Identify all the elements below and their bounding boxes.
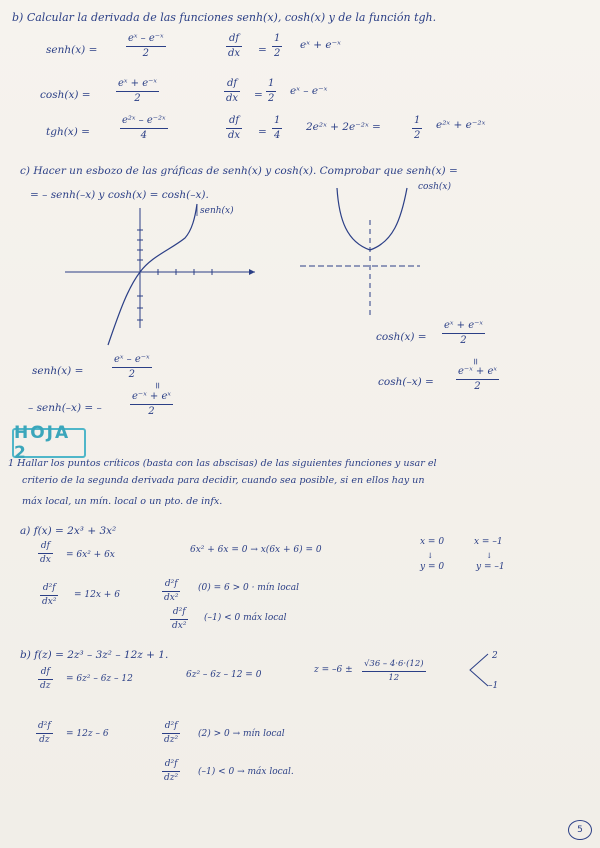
part-a-solution-x1: x = 0 [420,537,445,547]
senh-equality-mark: = [151,381,162,390]
part-a-check-2: (–1) < 0 máx local [204,613,287,623]
page-number: 5 [568,820,592,840]
cosh-neg-check-fraction [456,367,499,392]
cosh-check-lhs: cosh(x) = [376,331,427,343]
cosh-check-fraction [442,321,485,346]
tgh-derivative-end: e²ˣ + e⁻²ˣ [436,119,486,131]
fraction-denominator: 2 [148,406,155,417]
fraction-numerator: e⁻ˣ + eˣ [132,391,171,402]
part-b-check-2-d2f [162,760,180,783]
fraction-numerator: 1 [414,115,421,126]
part-b-root-2: –1 [488,681,499,691]
cosh-derivative-dfdx [224,79,240,104]
senh-neg-check-lhs: – senh(–x) = – [28,402,102,414]
tgh-derivative-dfdx [226,116,242,141]
senh-derivative-result: eˣ + e⁻ˣ [300,39,341,51]
part-b-second-derivative-d2f [36,722,53,745]
fraction-numerator: df [40,667,50,677]
fraction-numerator: df [228,33,240,44]
fraction-numerator: d²f [38,721,51,731]
cosh-neg-check-lhs: cosh(–x) = [378,376,434,388]
part-a-check-1: (0) = 6 > 0 · mín local [198,583,299,593]
section-c-heading-line-1: c) Hacer un esbozo de las gráficas de senh(x) y cosh(x). Comprobar que senh(x) = [20,165,458,177]
part-b-quadratic-fraction [362,660,426,682]
senh-derivative-dfdx [226,34,242,59]
senh-graph-label: senh(x) [200,206,234,216]
problem-1-line-2: criterio de la segunda derivada para decidir, cuando sea posible, si en ellos hay un [22,475,425,486]
part-a-first-derivative-dfdx [38,542,53,565]
part-b-check-1: (2) > 0 → mín local [198,729,285,739]
cosh-definition-lhs: cosh(x) = [40,89,91,101]
part-b-quadratic-lhs: z = –6 ± [314,665,353,675]
part-b-first-derivative: = 6z² – 6z – 12 [66,674,133,684]
fraction-denominator: 2 [134,93,141,104]
part-a-check-1-d2f [162,580,180,603]
fraction-numerator: 1 [274,33,281,44]
fraction-denominator: 2 [474,381,481,392]
equals-sign: = [258,44,267,56]
fraction-numerator: eˣ + e⁻ˣ [118,78,157,89]
section-b-heading: b) Calcular la derivada de las funciones senh(x), cosh(x) y de la función tgh. [12,11,437,24]
fraction-numerator: 1 [268,78,275,89]
fraction-numerator: 1 [274,115,281,126]
fraction-numerator: d²f [172,607,186,617]
equals-sign: = [258,126,267,138]
problem-1-line-1: 1 Hallar los puntos críticos (basta con las abscisas) de las siguientes funciones y usar el [8,458,437,469]
fraction-denominator: 2 [128,369,135,380]
fraction-numerator: e⁻ˣ + eˣ [458,366,497,377]
part-b-root-1: 2 [492,651,498,661]
problem-1-line-3: máx local, un mín. local o un pto. de infx. [22,496,223,507]
fraction-numerator: eˣ + e⁻ˣ [444,320,483,331]
fraction-numerator: eˣ – e⁻ˣ [114,354,150,365]
fraction-numerator: d²f [42,583,56,593]
fraction-numerator: d²f [164,759,178,769]
tgh-definition-fraction [120,116,168,141]
tgh-derivative-coefficient-2 [412,116,422,141]
fraction-numerator: df [228,115,240,126]
senh-check-fraction [112,355,152,380]
part-a-title: a) f(x) = 2x³ + 3x² [20,525,117,537]
part-a-solution-y1: y = 0 [420,562,445,572]
fraction-denominator: dx [228,130,241,141]
fraction-numerator: df [226,78,238,89]
tgh-definition-lhs: tgh(x) = [46,126,90,138]
section-c-heading-line-2: = – senh(–x) y cosh(x) = cosh(–x). [30,189,209,201]
part-a-arrow-down-2: ↓ [486,551,493,560]
tgh-derivative-middle: 2e²ˣ + 2e⁻²ˣ = [306,121,381,133]
part-b-second-derivative: = 12z – 6 [66,729,109,739]
fraction-denominator: 4 [140,130,147,141]
fraction-denominator: 12 [388,672,400,683]
fraction-denominator: 2 [268,93,275,104]
fraction-numerator: d²f [164,721,178,731]
tgh-derivative-coefficient [272,116,282,141]
fraction-denominator: 2 [274,48,281,59]
part-a-first-derivative: = 6x² + 6x [66,550,115,560]
sheet-title-hoja-2: HOJA 2 [12,428,86,458]
fraction-numerator: e²ˣ – e⁻²ˣ [122,115,166,126]
senh-graph [60,200,260,350]
part-b-title: b) f(z) = 2z³ – 3z² – 12z + 1. [20,649,169,661]
fraction-denominator: dx [40,555,51,565]
equals-sign: = [254,89,263,101]
part-b-check-1-d2f [162,722,180,745]
fraction-numerator: d²f [164,579,178,589]
fraction-numerator: √36 – 4·6·(12) [364,659,424,669]
part-a-solution-x2: x = –1 [474,537,503,547]
fraction-denominator: dz² [164,735,179,745]
fraction-denominator: dx² [164,593,179,603]
senh-neg-check-fraction [130,392,173,417]
senh-derivative-coefficient [272,34,282,59]
fraction-denominator: dz [40,681,51,691]
fraction-denominator: dz² [164,773,179,783]
fraction-denominator: 2 [142,48,149,59]
senh-definition-fraction [126,34,166,59]
cosh-definition-fraction [116,79,159,104]
cosh-graph-label: cosh(x) [418,182,451,192]
fraction-denominator: 4 [274,130,281,141]
fraction-denominator: dz [39,735,50,745]
senh-check-lhs: senh(x) = [32,365,84,377]
fraction-denominator: dx [226,93,239,104]
part-a-second-derivative-d2fdx2 [40,584,58,607]
fraction-denominator: 2 [414,130,421,141]
fraction-denominator: dx² [172,621,187,631]
part-b-first-derivative-dfdz [38,668,53,691]
fraction-denominator: 2 [460,335,467,346]
fraction-numerator: eˣ – e⁻ˣ [128,33,164,44]
cosh-derivative-result: eˣ – e⁻ˣ [290,85,328,97]
cosh-equality-mark: = [469,357,480,366]
fraction-denominator: dx [228,48,241,59]
part-a-solution-y2: y = –1 [476,562,505,572]
part-a-arrow-down-1: ↓ [427,551,434,560]
cosh-graph [295,180,425,320]
part-b-check-2: (–1) < 0 → máx local. [198,767,294,777]
part-b-critical-equation: 6z² – 6z – 12 = 0 [186,670,262,680]
fraction-numerator: df [40,541,50,551]
part-a-critical-equation: 6x² + 6x = 0 → x(6x + 6) = 0 [190,545,322,555]
part-a-check-2-d2f [170,608,188,631]
senh-definition-lhs: senh(x) = [46,44,98,56]
cosh-derivative-coefficient [266,79,276,104]
part-a-second-derivative: = 12x + 6 [74,590,120,600]
fraction-denominator: dx² [42,597,57,607]
